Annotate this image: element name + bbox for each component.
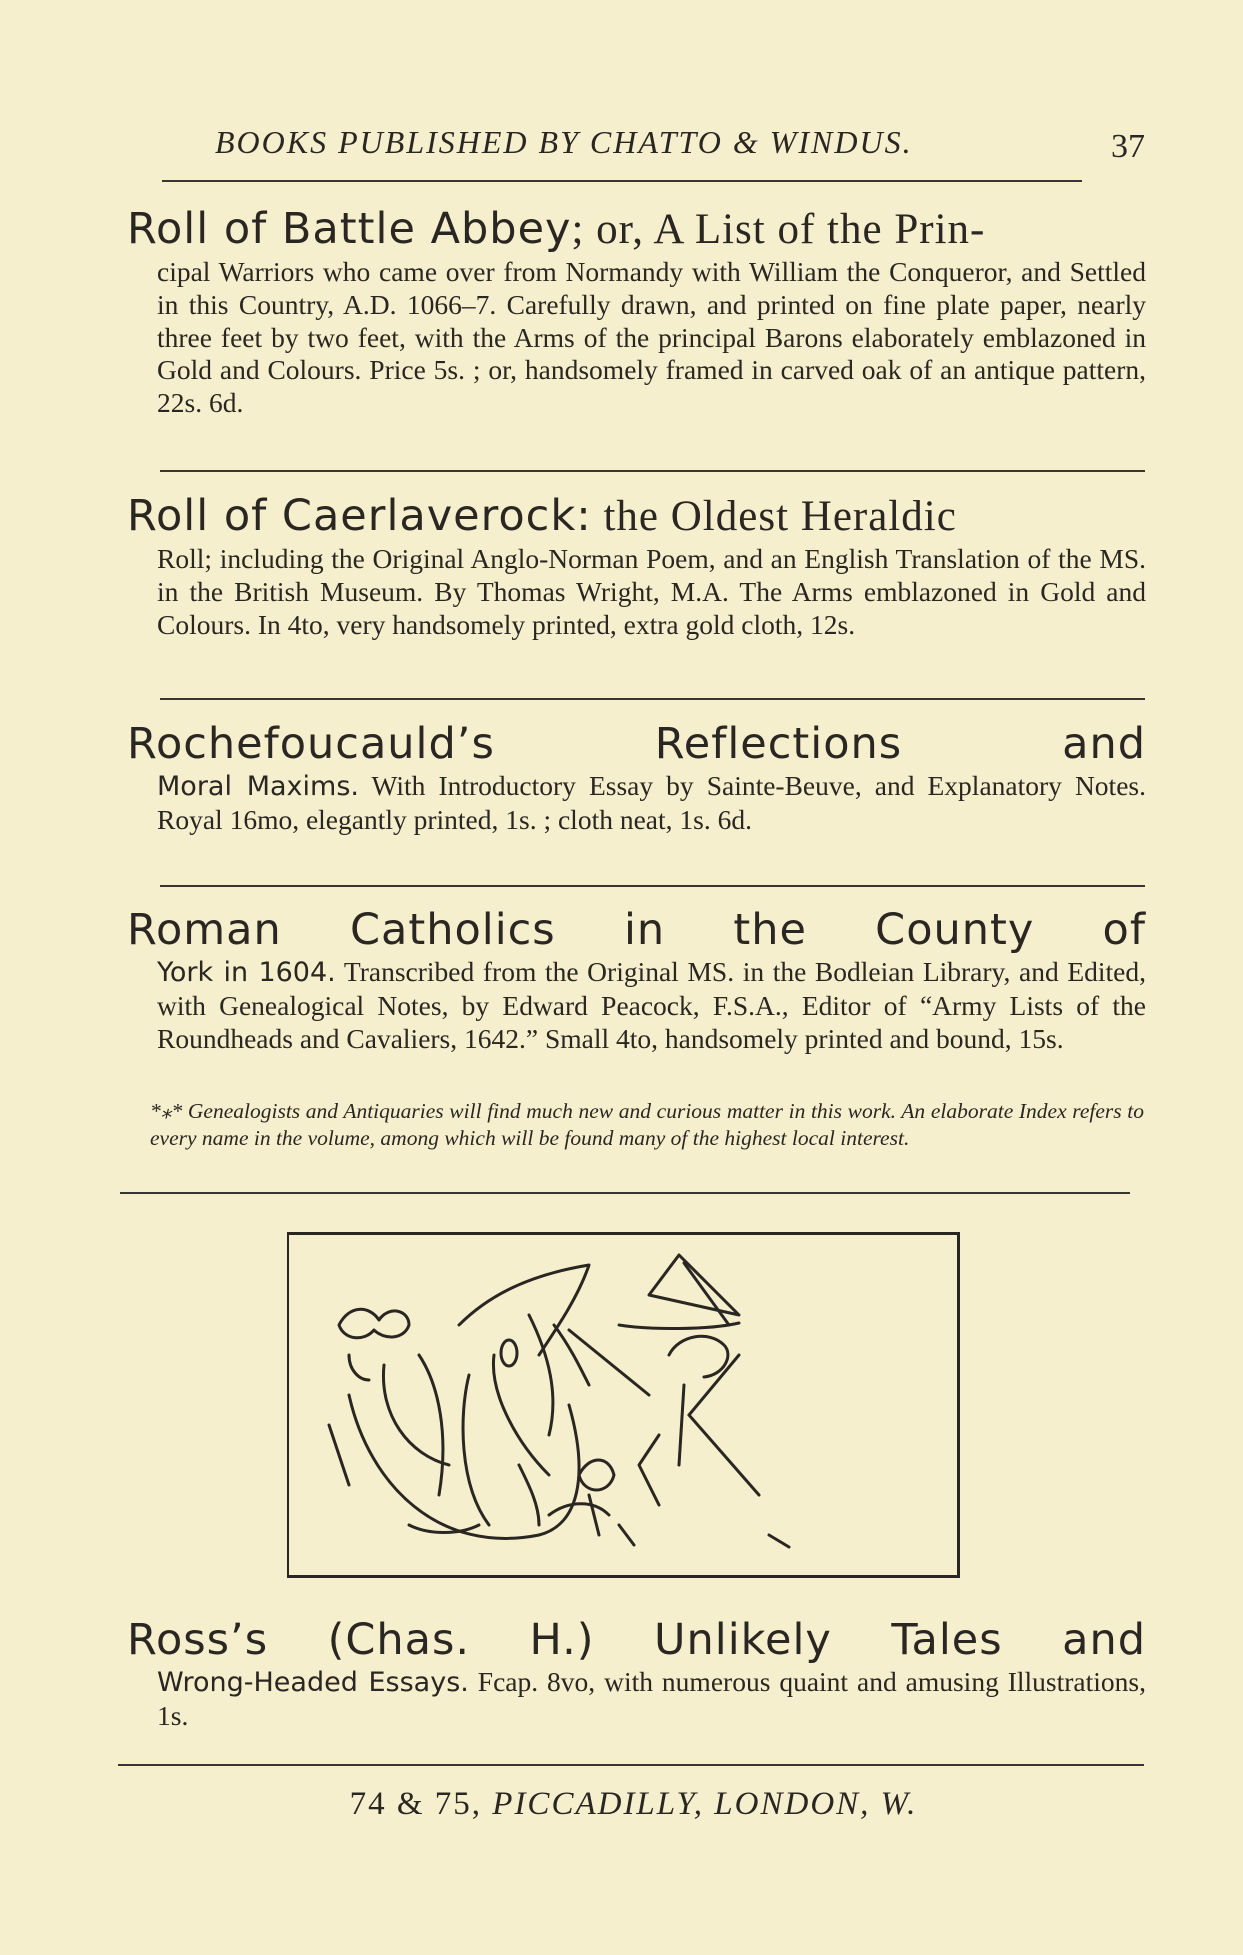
entry-roll-of-caerlaverock [121,490,1146,641]
entry-divider [160,885,1145,887]
running-head-title: BOOKS PUBLISHED BY CHATTO & WINDUS. [215,124,913,160]
entry-heading-rest: the Oldest Heraldic [591,493,957,540]
entry-note: *⁎* Genealogists and Antiquaries will find much new and curious matter in this work. An elaborate Index refers to every name in the volume, among which will be found many of the highest local interest. [150,1099,1144,1150]
entry-body: Transcribed from the Original MS. in the Bodleian Library, and Edited, with Genealogical Notes, by Edward Peacock, F.S.A., Editor of “Army Lists of the Roundheads and Cavaliers, 1642.” Small 4to, handsomely printed and bound, 15s. [157,956,1146,1054]
whimsical-creatures-illustration [289,1235,957,1575]
entry-ross-unlikely-tales [121,1614,1146,1733]
footer-rule [118,1764,1144,1766]
entry-body: Fcap. 8vo, with numerous quaint and amusing Illustrations, 1s. [157,1666,1146,1731]
footer-place: PICCADILLY, LONDON, W. [492,1786,918,1822]
entry-heading: Roll of Battle Abbey [127,204,572,254]
illustration [287,1232,960,1578]
entry-body: Roll; including the Original Anglo-Norman Poem, and an English Translation of the MS. in the British Museum. By Thomas Wright, M.A. The Arms emblazoned in Gold and Colours. In 4to, very handsomely printed, extra gold cloth, 12s. [157,543,1146,640]
entry-heading: Ross’s (Chas. H.) Unlikely Tales and [127,1615,1146,1665]
entry-roman-catholics [121,904,1146,1055]
entry-divider [160,698,1145,700]
footer-numbers: 74 & 75, [349,1786,483,1822]
entry-rochefoucauld [121,718,1146,837]
entry-heading: Rochefoucauld’s Reflections and [127,719,1146,769]
entry-subheading: Wrong-Headed Essays. [157,1667,469,1698]
entry-roll-of-battle-abbey [121,203,1146,420]
entry-body: With Introductory Essay by Sainte-Beuve, and Explanatory Notes. Royal 16mo, elegantly printed, 1s. ; cloth neat, 1s. 6d. [157,770,1146,835]
entry-heading: Roll of Caerlaverock: [127,491,592,541]
entry-subheading: York in 1604. [157,957,336,988]
page-number: 37 [1111,128,1145,165]
entry-divider [160,470,1145,472]
entry-subheading: Moral Maxims. [157,771,359,802]
entry-body: cipal Warriors who came over from Normandy with William the Conqueror, and Settled in this Country, A.D. 1066–7. Carefully drawn, and printed on fine plate paper, nearly three feet by two feet, with the Arms of the principal Barons elaborately emblazoned in Gold and Colours. Price 5s. ; or, handsomely framed in carved oak of an antique pattern, 22s. 6d. [157,256,1146,419]
entry-heading: Roman Catholics in the County of [127,905,1146,955]
entry-divider [120,1192,1130,1194]
entry-heading-rest: ; or, A List of the Prin- [571,206,986,253]
head-rule [162,180,1082,182]
imprint-footer [121,1786,1146,1823]
running-head [215,124,1145,165]
